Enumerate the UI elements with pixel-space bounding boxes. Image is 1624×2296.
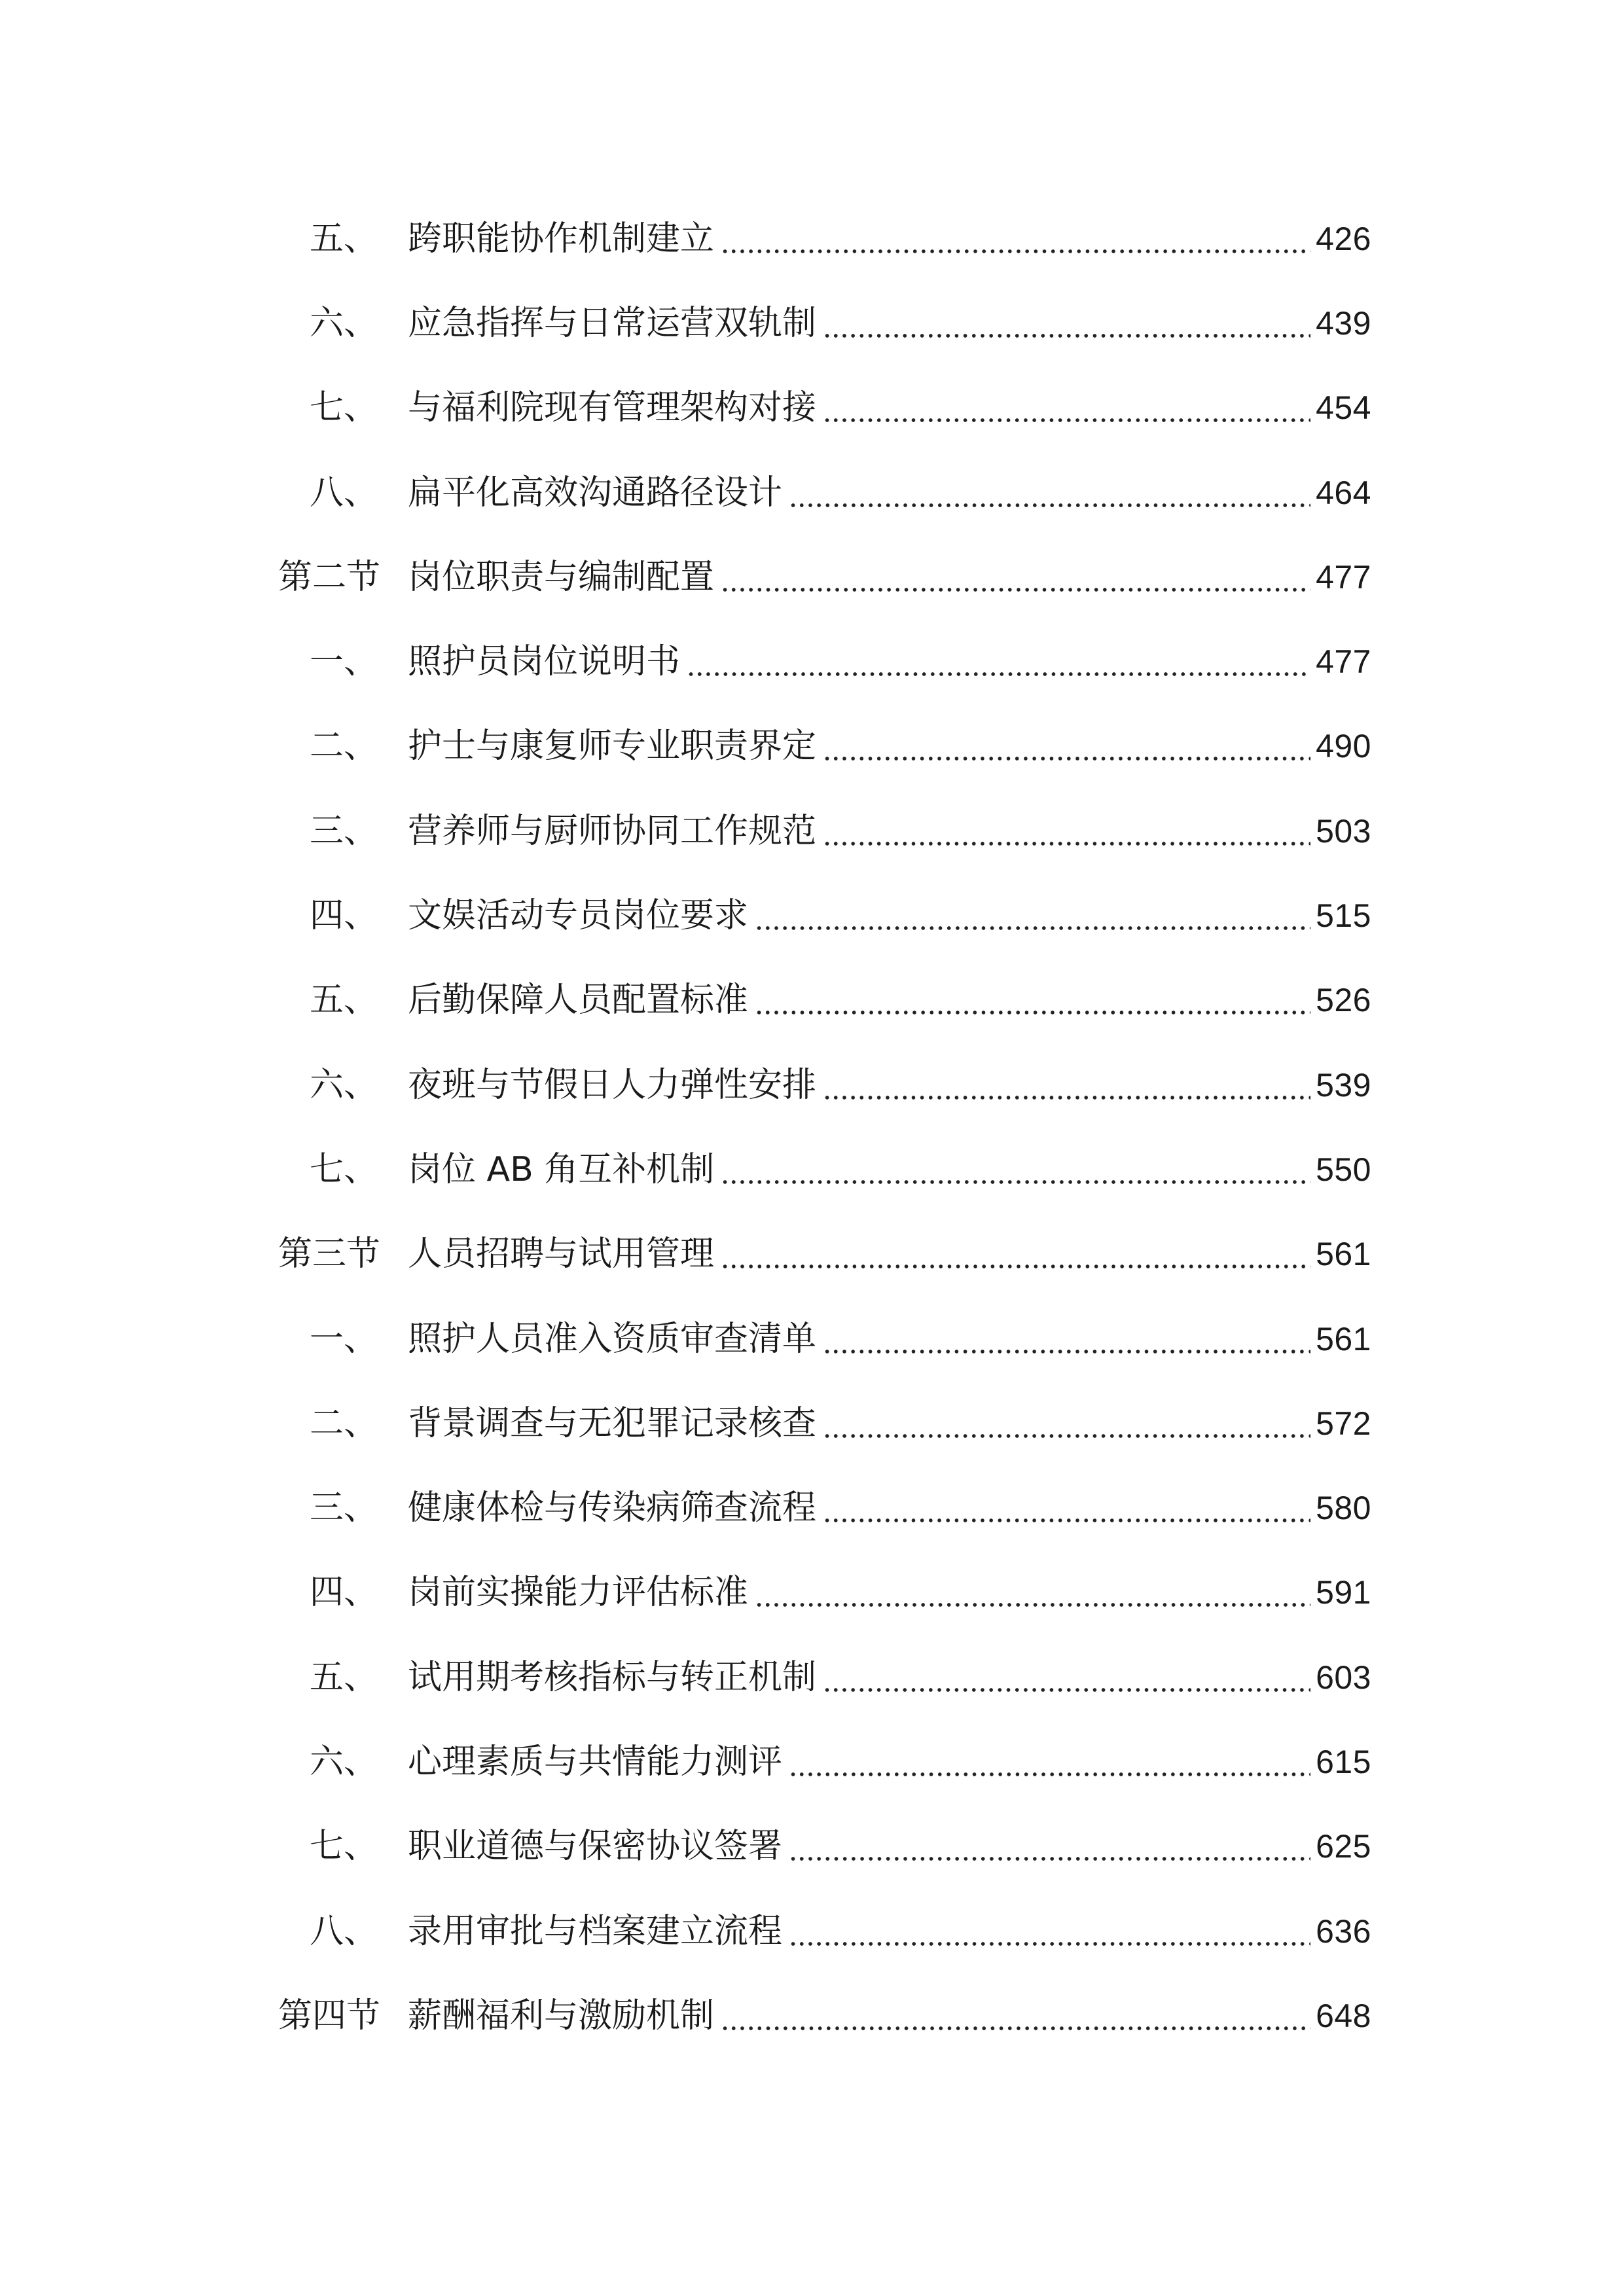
toc-entry-number: 四、 [310,1573,378,1613]
dot-leader [789,1827,1310,1866]
toc-section-title: 人员招聘与试用管理 [408,1234,715,1274]
toc-entry-number: 六、 [310,1742,378,1782]
toc-entry-page: 591 [1316,1574,1371,1611]
toc-entry[interactable] [278,789,1371,873]
toc-entry-title: 文娱活动专员岗位要求 [408,896,749,936]
toc-entry-page: 426 [1316,220,1371,257]
toc-entry[interactable] [278,1297,1371,1381]
toc-entry[interactable] [278,1635,1371,1719]
toc-entry-page: 439 [1316,304,1371,342]
dot-leader [789,1912,1310,1951]
dot-leader [789,473,1310,512]
dot-leader [823,304,1310,343]
toc-entry-page: 580 [1316,1490,1371,1527]
toc-entry-number: 二、 [310,726,378,766]
toc-entry-number: 八、 [310,473,378,512]
toc-entry[interactable] [278,958,1371,1043]
toc-section-title: 薪酬福利与激励机制 [408,1996,715,2036]
dot-leader [823,1488,1310,1528]
dot-leader [721,1234,1310,1274]
dot-leader [823,1658,1310,1697]
toc-entry-title: 岗位 AB 角互补机制 [408,1149,715,1189]
toc-entry-page: 477 [1316,558,1371,596]
toc-entry-title: 职业道德与保密协议签署 [408,1827,783,1867]
toc-entry-page: 454 [1316,389,1371,427]
dot-leader [755,1573,1310,1612]
toc-entry-number: 三、 [310,811,378,851]
toc-entry-number: 七、 [310,1827,378,1867]
toc-entry-page: 615 [1316,1743,1371,1780]
toc-entry-page: 636 [1316,1912,1371,1950]
dot-leader [721,1150,1310,1189]
toc-entry[interactable] [278,1465,1371,1550]
toc-entry-number: 七、 [310,388,378,428]
toc-entry-number: 六、 [310,1065,378,1105]
toc-entry-title: 夜班与节假日人力弹性安排 [408,1065,817,1105]
toc-entry-title: 试用期考核指标与转正机制 [408,1657,817,1697]
toc-entry-number: 八、 [310,1911,378,1951]
toc-entry-page: 561 [1316,1236,1371,1273]
toc-entry-number: 七、 [310,1149,378,1189]
toc-entry-page: 603 [1316,1659,1371,1696]
toc-entry[interactable] [278,1127,1371,1211]
toc-entry[interactable] [278,450,1371,535]
dot-leader [687,642,1310,681]
toc-entry[interactable] [278,704,1371,789]
dot-leader [823,1319,1310,1359]
toc-entry-page: 648 [1316,1997,1371,2034]
dot-leader [823,1404,1310,1443]
toc-entry[interactable] [278,1043,1371,1127]
toc-entry[interactable] [278,1719,1371,1804]
toc-entry-number: 三、 [310,1488,378,1528]
toc-entry-number: 五、 [310,980,378,1020]
dot-leader [823,726,1310,766]
toc-entry-number: 一、 [310,1319,378,1359]
toc-section-entry[interactable] [278,1212,1371,1297]
dot-leader [755,896,1310,935]
toc-entry[interactable] [278,1551,1371,1635]
dot-leader [823,812,1310,851]
toc-entry[interactable] [278,366,1371,450]
toc-entry-page: 477 [1316,643,1371,681]
toc-entry-title: 录用审批与档案建立流程 [408,1911,783,1951]
dot-leader [823,388,1310,427]
toc-entry-title: 后勤保障人员配置标准 [408,980,749,1020]
toc-entry-title: 心理素质与共情能力测评 [408,1742,783,1782]
toc-entry-page: 550 [1316,1151,1371,1188]
toc-entry-number: 二、 [310,1403,378,1443]
toc-entry-page: 503 [1316,812,1371,850]
toc-entry[interactable] [278,873,1371,958]
toc-entry-title: 跨职能协作机制建立 [408,219,715,259]
dot-leader [721,219,1310,259]
toc-section-number: 第二节 [278,557,381,597]
toc-entry-title: 背景调查与无犯罪记录核查 [408,1403,817,1443]
toc-entry-number: 五、 [310,219,378,259]
toc-entry[interactable] [278,1889,1371,1973]
dot-leader [823,1066,1310,1105]
toc-entry[interactable] [278,1804,1371,1889]
toc-entry-page: 490 [1316,728,1371,765]
toc-entry[interactable] [278,281,1371,365]
table-of-contents [278,196,1371,2058]
toc-entry-title: 健康体检与传染病筛查流程 [408,1488,817,1528]
toc-section-number: 第四节 [278,1996,381,2036]
toc-entry-page: 572 [1316,1405,1371,1442]
toc-entry-page: 526 [1316,982,1371,1019]
dot-leader [755,980,1310,1020]
toc-entry-number: 六、 [310,303,378,343]
toc-entry-number: 一、 [310,642,378,682]
toc-entry-title: 照护员岗位说明书 [408,642,681,682]
toc-section-entry[interactable] [278,1973,1371,2058]
dot-leader [789,1742,1310,1782]
toc-section-number: 第三节 [278,1234,381,1274]
toc-entry[interactable] [278,196,1371,281]
dot-leader [721,1996,1310,2036]
dot-leader [721,558,1310,597]
toc-entry-number: 四、 [310,896,378,936]
toc-entry-page: 464 [1316,474,1371,511]
toc-entry-title: 护士与康复师专业职责界定 [408,726,817,766]
toc-entry-title: 照护人员准入资质审查清单 [408,1319,817,1359]
toc-entry[interactable] [278,1381,1371,1465]
toc-entry[interactable] [278,619,1371,704]
toc-entry-title: 应急指挥与日常运营双轨制 [408,303,817,343]
toc-entry-page: 515 [1316,897,1371,935]
toc-entry-page: 539 [1316,1066,1371,1103]
toc-entry-number: 五、 [310,1657,378,1697]
toc-section-entry[interactable] [278,535,1371,619]
toc-entry-title: 扁平化高效沟通路径设计 [408,473,783,512]
toc-entry-page: 561 [1316,1320,1371,1357]
toc-entry-title: 岗前实操能力评估标准 [408,1573,749,1613]
toc-entry-title: 营养师与厨师协同工作规范 [408,811,817,851]
toc-entry-page: 625 [1316,1828,1371,1865]
toc-entry-title: 与福利院现有管理架构对接 [408,388,817,428]
toc-section-title: 岗位职责与编制配置 [408,557,715,597]
